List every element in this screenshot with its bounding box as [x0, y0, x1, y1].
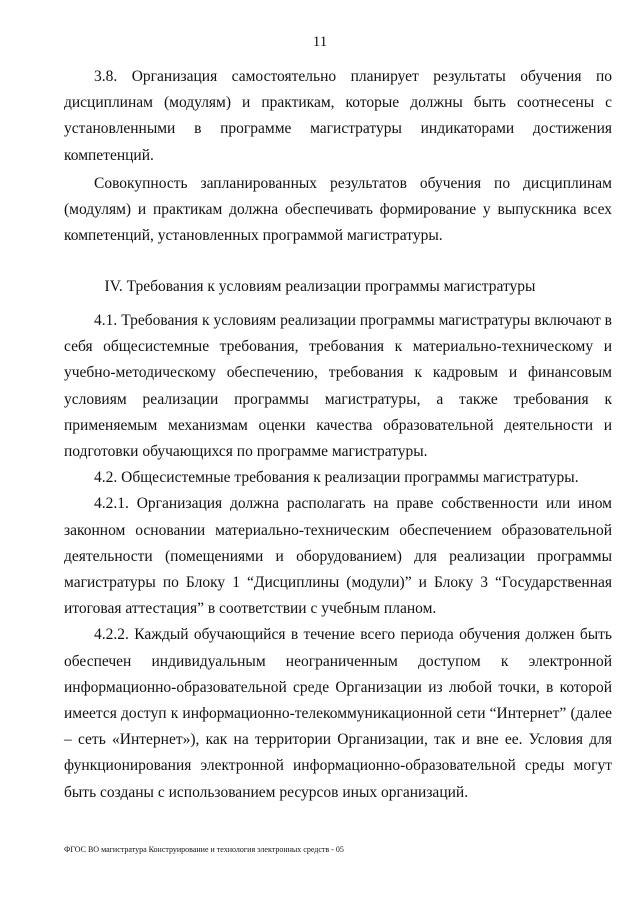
paragraph-4-2-1: 4.2.1. Организация должна располагать на праве собственности или ином законном основании материально-техническим обеспечением образовательной деятельности (помещениями и оборудованием) для реализации программы магистратуры по Блоку 1 “Дисциплины (модули)” и Блоку 3 “Государственная итоговая аттестация” в соответствии с учебным планом. [64, 495, 612, 618]
paragraph-3-8-continuation: Совокупность запланированных результатов обучения по дисциплинам (модулям) и практикам должна обеспечивать формирование у выпускника всех компетенций, установленных программой магистратуры. [64, 174, 612, 245]
section-4-body [64, 308, 612, 806]
page-number: 11 [312, 34, 328, 50]
section-4-heading: IV. Требования к условиям реализации программы магистратуры [104, 278, 536, 295]
paragraph-4-2-2: 4.2.2. Каждый обучающийся в течение всего периода обучения должен быть обеспечен индивидуальным неограниченным доступом к электронной информационно-образовательной среде Организации из любой точки, в которой имеется доступ к информационно-телекоммуникационной сети “Интернет” (далее – сеть «Интернет»), как на территории Организации, так и вне ее. Условия для функционирования электронной информационно-образовательной среды могут быть созданы с использованием ресурсов иных организаций. [64, 626, 612, 801]
paragraph-3-8: 3.8. Организация самостоятельно планирует результаты обучения по дисциплинам (модулям) и практикам, которые должны быть соотнесены с установленными в программе магистратуры индикаторами достижения компетенций. [64, 68, 612, 164]
paragraph-4-2: 4.2. Общесистемные требования к реализации программы магистратуры. [94, 469, 579, 487]
section-3-body [64, 64, 612, 249]
document-footer: ФГОС ВО магистратура Конструирование и технология электронных средств - 05 [64, 845, 344, 854]
paragraph-4-1: 4.1. Требования к условиям реализации программы магистратуры включают в себя общесистемные требования, требования к материально-техническому и учебно-методическому обеспечению, требования к кадровым и финансовым условиям реализации программы магистратуры, а также требования к применяемым механизмам оценки качества образовательной деятельности и подготовки обучающихся по программе магистратуры. [64, 312, 612, 461]
